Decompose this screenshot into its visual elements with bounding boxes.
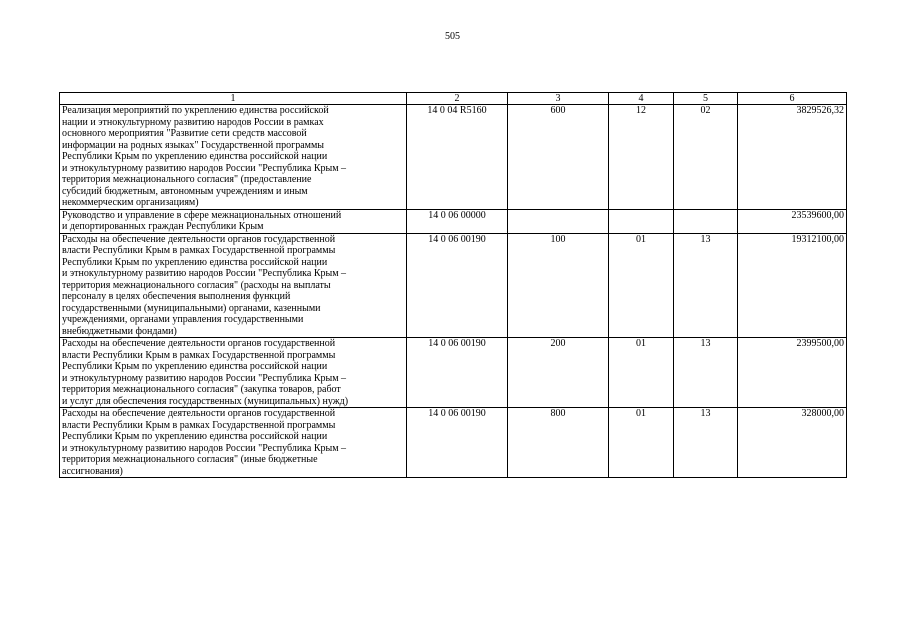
- row-amount: 19312100,00: [738, 233, 847, 338]
- header-col-6: 6: [738, 93, 847, 105]
- row-subsection: [674, 209, 738, 233]
- row-expense-type: 200: [508, 338, 609, 408]
- row-description: Расходы на обеспечение деятельности органов государственной власти Республики Крым в рамках Государственной программы Республики Крым по укреплению единства российской нации и этнокультурному развитию народов России "Республика Крым – территория межнационального согласия" (закупка товаров, работ и услуг для обеспечения государственных (муниципальных) нужд): [60, 338, 407, 408]
- row-program-code: 14 0 06 00000: [407, 209, 508, 233]
- row-description: Руководство и управление в сфере межнациональных отношений и депортированных граждан Республики Крым: [60, 209, 407, 233]
- header-col-3: 3: [508, 93, 609, 105]
- table-row: [60, 408, 847, 478]
- budget-table: [59, 92, 847, 478]
- row-subsection: 02: [674, 105, 738, 210]
- row-section: 12: [609, 105, 674, 210]
- row-expense-type: [508, 209, 609, 233]
- row-program-code: 14 0 04 R5160: [407, 105, 508, 210]
- row-subsection: 13: [674, 233, 738, 338]
- row-subsection: 13: [674, 408, 738, 478]
- row-program-code: 14 0 06 00190: [407, 233, 508, 338]
- table-row: [60, 338, 847, 408]
- row-expense-type: 800: [508, 408, 609, 478]
- row-amount: 2399500,00: [738, 338, 847, 408]
- header-col-5: 5: [674, 93, 738, 105]
- row-section: 01: [609, 233, 674, 338]
- page-number: 505: [445, 31, 460, 42]
- row-description: Реализация мероприятий по укреплению единства российской нации и этнокультурному развитию народов России в рамках основного мероприятия "Развитие сети средств массовой информации на родных языках" Государственной программы Республики Крым по укреплению единства российской нации и этнокультурному развитию народов России "Республика Крым – территория межнационального согласия" (предоставление субсидий бюджетным, автономным учреждениям и иным некоммерческим организациям): [60, 105, 407, 210]
- row-section: 01: [609, 338, 674, 408]
- row-expense-type: 100: [508, 233, 609, 338]
- table-row: [60, 233, 847, 338]
- row-section: [609, 209, 674, 233]
- table-row: [60, 105, 847, 210]
- row-description: Расходы на обеспечение деятельности органов государственной власти Республики Крым в рамках Государственной программы Республики Крым по укреплению единства российской нации и этнокультурному развитию народов России "Республика Крым – территория межнационального согласия" (иные бюджетные ассигнования): [60, 408, 407, 478]
- row-expense-type: 600: [508, 105, 609, 210]
- row-description: Расходы на обеспечение деятельности органов государственной власти Республики Крым в рамках Государственной программы Республики Крым по укреплению единства российской нации и этнокультурному развитию народов России "Республика Крым – территория межнационального согласия" (расходы на выплаты персоналу в целях обеспечения выполнения функций государственными (муниципальными) органами, казенными учреждениями, органами управления государственными внебюджетными фондами): [60, 233, 407, 338]
- row-amount: 23539600,00: [738, 209, 847, 233]
- header-col-2: 2: [407, 93, 508, 105]
- row-subsection: 13: [674, 338, 738, 408]
- row-amount: 3829526,32: [738, 105, 847, 210]
- header-col-1: 1: [60, 93, 407, 105]
- row-section: 01: [609, 408, 674, 478]
- header-col-4: 4: [609, 93, 674, 105]
- row-program-code: 14 0 06 00190: [407, 338, 508, 408]
- row-program-code: 14 0 06 00190: [407, 408, 508, 478]
- row-amount: 328000,00: [738, 408, 847, 478]
- table-row: [60, 209, 847, 233]
- table-header-row: [60, 93, 847, 105]
